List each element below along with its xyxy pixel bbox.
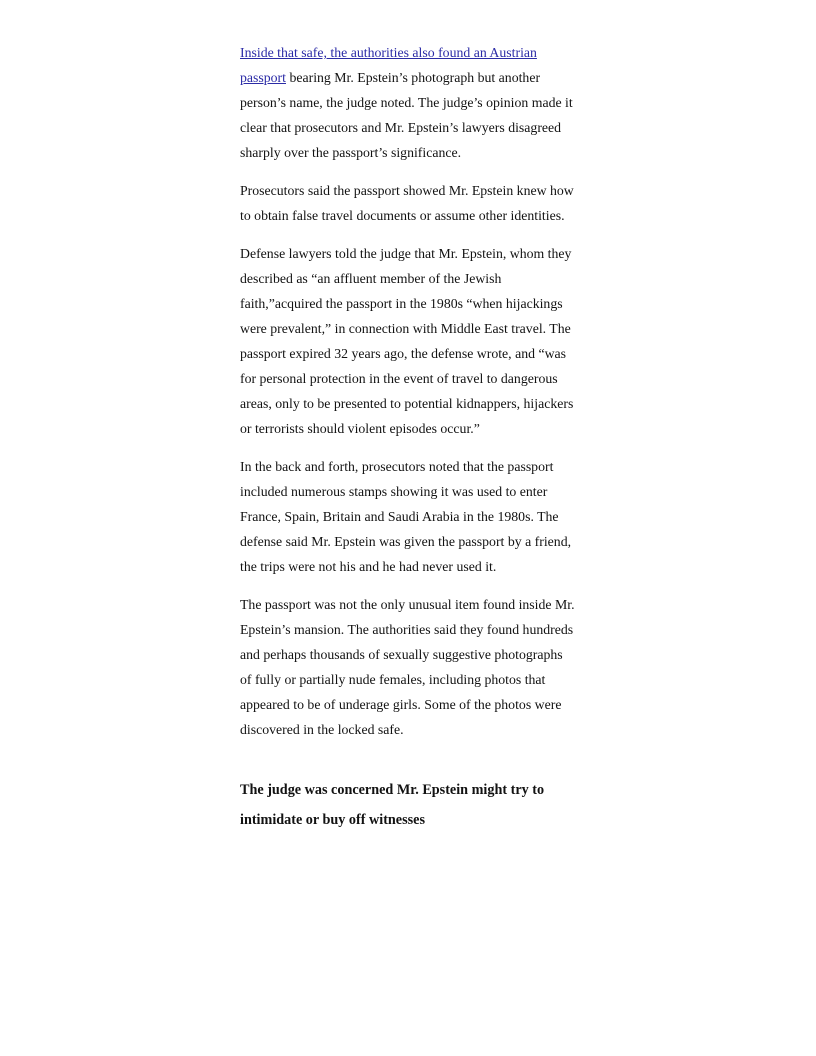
article-body: [240, 40, 576, 835]
paragraph-defense: Defense lawyers told the judge that Mr. Epstein, whom they described as “an affluent member of the Jewish faith,”acquired the passport in the 1980s “when hijackings were prevalent,” in connection with Middle East travel. The passport expired 32 years ago, the defense wrote, and “was for personal protection in the event of travel to dangerous areas, only to be presented to potential kidnappers, hijackers or terrorists should violent episodes occur.”: [240, 246, 574, 436]
paragraph-intro: [240, 40, 576, 165]
paragraph-prosecutors: Prosecutors said the passport showed Mr. Epstein knew how to obtain false travel documents or assume other identities.: [240, 183, 574, 223]
article-link[interactable]: Inside that safe, the authorities also found an Austrian passport: [240, 45, 537, 85]
section-heading: The judge was concerned Mr. Epstein might try to intimidate or buy off witnesses: [240, 782, 545, 828]
paragraph-stamps: In the back and forth, prosecutors noted that the passport included numerous stamps showing it was used to enter France, Spain, Britain and Saudi Arabia in the 1980s. The defense said Mr. Epstein was given the passport by a friend, the trips were not his and he had never used it.: [240, 459, 572, 574]
paragraph-intro-text: bearing Mr. Epstein’s photograph but another person’s name, the judge noted. The judge’s opinion made it clear that prosecutors and Mr. Epstein’s lawyers disagreed sharply over the passport’s significance.: [240, 70, 573, 160]
paragraph-photographs: The passport was not the only unusual item found inside Mr. Epstein’s mansion. The authorities said they found hundreds and perhaps thousands of sexually suggestive photographs of fully or partially nude females, including photos that appeared to be of underage girls. Some of the photos were discovered in the locked safe.: [240, 597, 575, 737]
